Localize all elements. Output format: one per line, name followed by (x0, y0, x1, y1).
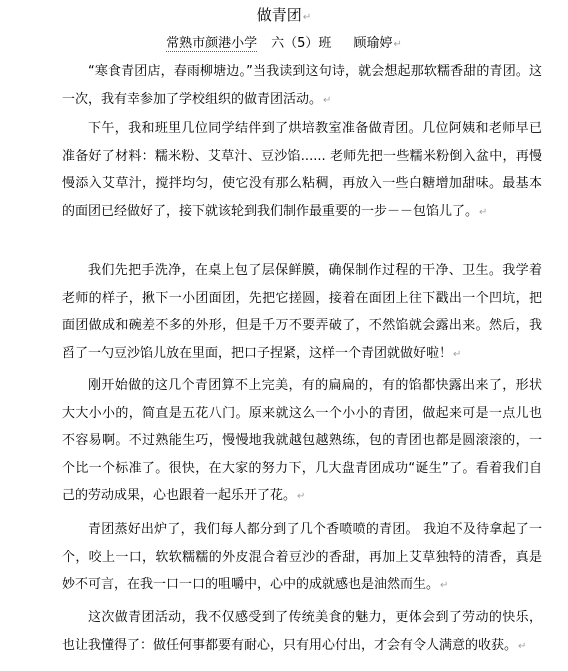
paragraph-mark-icon: ↵ (297, 491, 306, 502)
paragraph-5 (62, 516, 542, 600)
class-name: 六（5）班 (271, 36, 332, 51)
paragraph-mark-icon: ↵ (518, 640, 527, 652)
paragraph-mark-icon: ↵ (323, 94, 332, 106)
paragraph-3 (62, 257, 542, 368)
school-name: 常熟市颜港小学 (166, 36, 258, 51)
paragraph-text: 刚开始做的这几个青团算不上完美，有的扁扁的，有的馅都快露出来了，形状大大小小的，简直是五花八门。原来就这么一个小小的青团，做起来可是一点儿也不容易啊。不过熟能生巧，慢慢地我就越包越熟练，包的青团也都是圆滚滚的，一个比一个标准了。很快，在大家的努力下，几大盘青团成功“诞生”了。看着我们自己的劳动成果，心也跟着一起乐开了花。 (62, 378, 542, 503)
paragraph-text: “寒食青团店，春雨柳塘边。”当我读到这句诗，就会想起那软糯香甜的青团。这一次，我有幸参加了学校组织的做青团活动。 (62, 64, 542, 107)
paragraph-mark-icon: ↵ (393, 39, 402, 50)
paragraph-4 (62, 372, 542, 511)
paragraph-mark-icon: ↵ (440, 580, 449, 591)
title-text: 做青团 (256, 6, 302, 24)
document-title (0, 4, 568, 29)
paragraph-mark-icon: ↵ (453, 348, 462, 360)
paragraph-text: 下午，我和班里几位同学结伴到了烘培教室准备做青团。几位阿姨和老师早已准备好了材料：糯米粉、艾草汁、豆沙馅...... 老师先把一些糯米粉倒入盆中，再慢慢添入艾草汁，搅拌均匀，使它没有那么粘稠，再放入一些白糖增加甜味。最基本的面团已经做好了，接下就该轮到我们制作最重要的一步－－包馅儿了。 (62, 121, 542, 219)
paragraph-text: 我们先把手洗净，在桌上包了层保鲜膜，确保制作过程的干净、卫生。我学着老师的样子，揪下一小团面团，先把它搓圆，接着在面团上往下戳出一个凹坑，把面团做成和碗差不多的外形，但是千万不要弄破了，不然馅就会露出来。然后，我舀了一勺豆沙馅儿放在里面，把口子捏紧，这样一个青团就做好啦！ (62, 263, 542, 361)
paragraph-2 (62, 115, 542, 226)
paragraph-mark-icon: ↵ (479, 206, 488, 218)
paragraph-text: 青团蒸好出炉了，我们每人都分到了几个香喷喷的青团。 我迫不及待拿起了一个，咬上一口，软软糯糯的外皮混合着豆沙的香甜，再加上艾草独特的清香，真是妙不可言，在我一口一口的咀嚼中，心中的成就感也是油然而生。 (62, 522, 542, 592)
paragraph-text: 这次做青团活动，我不仅感受到了传统美食的魅力，更体会到了劳动的快乐，也让我懂得了：做任何事都要有耐心，只有用心付出，才会有令人满意的收获。 (62, 610, 542, 653)
paragraph-1 (62, 58, 542, 114)
byline (0, 34, 568, 55)
paragraph-mark-icon: ↵ (302, 12, 312, 23)
paragraph-6 (62, 604, 542, 660)
author-name: 顾瑜婷 (353, 36, 393, 51)
